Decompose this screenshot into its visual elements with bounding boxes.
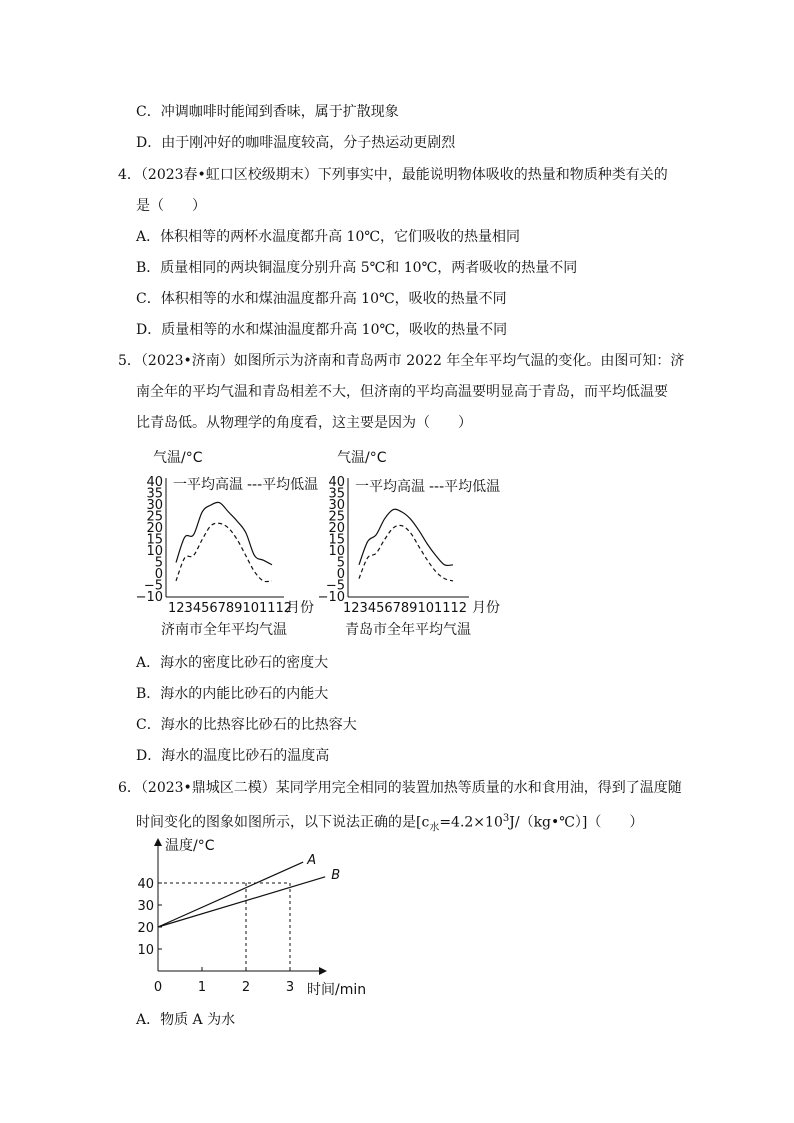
qingdao-ytick-label: 35 [328, 486, 345, 502]
jinan-ytick-label: 5 [154, 555, 163, 571]
q6-stem-pre: 时间变化的图象如图所示，以下说法正确的是[c [136, 814, 430, 831]
q6-stem-line1: 6．（2023•鼎城区二模）某同学用完全相同的装置加热等质量的水和食用油，得到了温度随 [118, 780, 682, 796]
q6-option-a[interactable]: A．物质 A 为水 [136, 1012, 236, 1028]
jinan-ytick-label: 35 [146, 486, 163, 502]
q5-option-a[interactable]: A．海水的密度比砂石的密度大 [136, 655, 329, 671]
qingdao-low-series-line [359, 525, 453, 581]
jinan-ytick-label: 10 [146, 544, 163, 559]
qingdao-legend [355, 478, 500, 495]
jinan-ytick-label: 40 [146, 475, 163, 490]
q3-option-d[interactable]: D．由于刚冲好的咖啡温度较高，分子热运动更剧烈 [136, 135, 456, 151]
q5-stem-line3: 比青岛低。从物理学的角度看，这主要是因为（ ） [136, 415, 472, 431]
qingdao-ytick-label: 25 [328, 509, 345, 525]
jinan-ytick-label: 20 [146, 521, 163, 536]
heating-xtick-label: 2 [241, 980, 251, 995]
heating-ytick-label: 10 [137, 943, 154, 958]
qingdao-ytick-label: 30 [328, 498, 345, 513]
qingdao-ytick-label: 10 [328, 544, 345, 559]
series-a-line [158, 862, 303, 927]
jinan-ytick-label: 25 [146, 509, 163, 525]
q4-option-c[interactable]: C．体积相等的水和煤油温度都升高 10℃，吸收的热量不同 [136, 291, 507, 307]
qingdao-legend-low: ---平均低温 [429, 479, 501, 495]
q4-option-b[interactable]: B．质量相同的两块铜温度分别升高 5℃和 10℃，两者吸收的热量不同 [136, 260, 578, 276]
qingdao-high-series-line [359, 509, 453, 565]
q6-stem-sub: 水 [429, 822, 440, 834]
qingdao-ylabel: 气温/°C [337, 450, 387, 466]
series-a-label: A [307, 853, 317, 869]
qingdao-xlabel: 月份 [472, 600, 500, 616]
q5-stem-line1: 5．（2023•济南）如图所示为济南和青岛两市 2022 年全年平均气温的变化。由图可知：济 [118, 353, 685, 369]
heating-xtick-label: 3 [285, 980, 295, 995]
heating-temperature-chart [135, 832, 385, 1002]
q4-stem-line1: 4．（2023春•虹口区校级期末）下列事实中，最能说明物体吸收的热量和物质种类有关的 [118, 167, 668, 183]
jinan-low-series-line [176, 523, 272, 581]
jinan-ytick-label: 15 [146, 532, 163, 548]
qingdao-chart-caption: 青岛市全年平均气温 [345, 622, 471, 638]
qingdao-ytick-label: 20 [328, 521, 345, 536]
q3-option-c[interactable]: C．冲调咖啡时能闻到香味，属于扩散现象 [136, 104, 399, 120]
heating-xtick-label: 1 [197, 980, 207, 995]
jinan-high-series-line [176, 502, 272, 564]
q4-option-a[interactable]: A．体积相等的两杯水温度都升高 10℃，它们吸收的热量相同 [136, 229, 521, 245]
jinan-ytick-label: −10 [135, 590, 163, 605]
jinan-ylabel: 气温/°C [153, 450, 203, 466]
q4-stem-line2: 是（ ） [136, 198, 206, 214]
q5-option-b[interactable]: B．海水的内能比砂石的内能大 [136, 686, 329, 702]
qingdao-xticks: 123456789101112 [343, 601, 468, 616]
jinan-legend-high: 一平均高温 [173, 477, 243, 493]
qingdao-legend-high: 一平均高温 [355, 479, 425, 495]
q5-option-d[interactable]: D．海水的温度比砂石的温度高 [136, 748, 330, 764]
qingdao-ytick-label: 40 [328, 475, 345, 490]
qingdao-temperature-chart [312, 445, 502, 625]
q6-stem-sup: 3 [502, 813, 510, 824]
qingdao-ytick-label: 0 [336, 567, 345, 582]
heating-ylabel: 温度/°C [165, 838, 215, 854]
jinan-xlabel: 月份 [286, 600, 314, 616]
heating-xlabel: 时间/min [307, 982, 367, 998]
jinan-ytick-label: 30 [146, 498, 163, 513]
jinan-legend [173, 476, 318, 493]
q6-stem-post: J/（kg•℃）]（ ） [509, 814, 644, 831]
jinan-temperature-chart [135, 445, 319, 625]
jinan-ytick-label: 0 [154, 567, 163, 582]
jinan-ytick-label: −5 [143, 578, 163, 594]
series-b-label: B [331, 867, 341, 883]
heating-ytick-label: 40 [137, 877, 154, 892]
jinan-legend-low: ---平均低温 [247, 477, 319, 493]
qingdao-ytick-label: −10 [317, 590, 345, 605]
qingdao-ytick-label: −5 [325, 578, 345, 594]
heating-ytick-label: 20 [137, 921, 154, 936]
qingdao-ytick-label: 5 [336, 555, 345, 571]
q6-stem-mid: =4.2×10 [439, 814, 503, 831]
q4-option-d[interactable]: D．质量相等的水和煤油温度都升高 10℃，吸收的热量不同 [136, 322, 508, 338]
jinan-chart-caption: 济南市全年平均气温 [161, 622, 287, 638]
q5-option-c[interactable]: C．海水的比热容比砂石的比热容大 [136, 717, 357, 733]
series-b-line [158, 877, 325, 927]
heating-xtick-label: 0 [153, 980, 163, 995]
qingdao-ytick-label: 15 [328, 532, 345, 548]
heating-ytick-label: 30 [137, 899, 154, 914]
q5-stem-line2: 南全年的平均气温和青岛相差不大，但济南的平均高温要明显高于青岛，而平均低温要 [136, 384, 668, 400]
jinan-xticks: 123456789101112 [168, 601, 293, 616]
